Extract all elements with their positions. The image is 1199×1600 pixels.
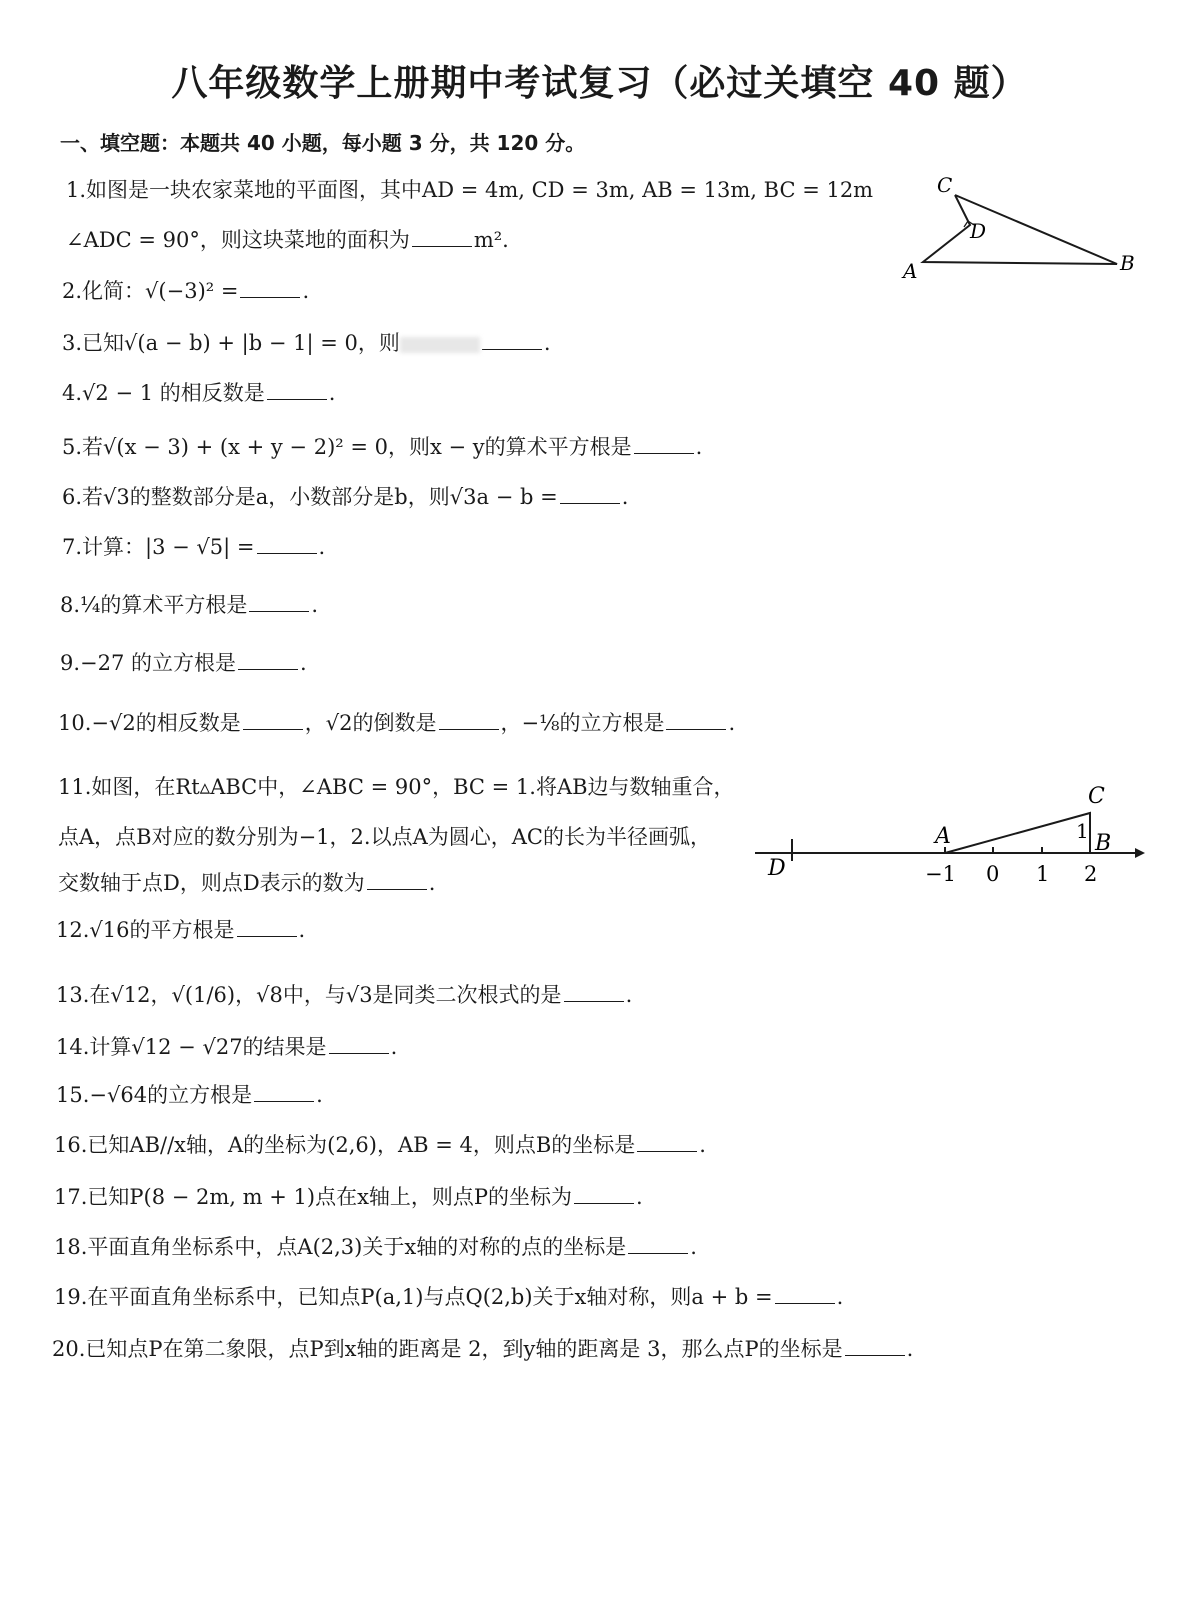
label-D: D [970, 219, 987, 243]
question-11-line3: 交数轴于点D，则点D表示的数为 . [58, 871, 436, 895]
label-A: A [935, 824, 951, 849]
question-4: 4.√2 − 1 的相反数是 . [62, 381, 336, 405]
question-19: 19.在平面直角坐标系中，已知点P(a,1)与点Q(2,b)关于x轴对称，则a + b = . [54, 1285, 844, 1309]
answer-blank[interactable] [367, 869, 427, 890]
answer-blank[interactable] [775, 1283, 835, 1304]
answer-blank[interactable] [240, 277, 300, 298]
question-12: 12.√16的平方根是 . [56, 918, 306, 942]
question-7: 7.计算：|3 − √5| = . [62, 535, 326, 559]
answer-blank[interactable] [267, 379, 327, 400]
question-18: 18.平面直角坐标系中，点A(2,3)关于x轴的对称的点的坐标是 . [54, 1235, 697, 1259]
question-1: 1.如图是一块农家菜地的平面图，其中AD = 4m, CD = 3m, AB = 13m, BC = 12m [66, 178, 874, 202]
answer-blank[interactable] [329, 1033, 389, 1054]
label-A: A [903, 259, 918, 283]
question-10: 10.−√2的相反数是 ，√2的倒数是 ，−⅛的立方根是 . [58, 711, 736, 735]
answer-blank[interactable] [634, 433, 694, 454]
label-C: C [1088, 784, 1105, 809]
label-B: B [1120, 251, 1135, 275]
tick-label: 2 [1084, 862, 1098, 886]
answer-blank[interactable] [238, 649, 298, 670]
answer-blank[interactable] [564, 981, 624, 1002]
question-2: 2.化简：√(−3)² = . [62, 279, 310, 303]
question-13: 13.在√12，√(1/6)，√8中，与√3是同类二次根式的是 . [56, 983, 633, 1007]
label-B: B [1095, 831, 1112, 856]
answer-blank[interactable] [257, 533, 317, 554]
answer-blank[interactable] [243, 709, 303, 730]
question-11-line2: 点A，点B对应的数分别为−1，2.以点A为圆心，AC的长为半径画弧， [58, 825, 711, 849]
question-6: 6.若√3的整数部分是a，小数部分是b，则√3a − b = . [62, 485, 629, 509]
question-14: 14.计算√12 − √27的结果是 . [56, 1035, 398, 1059]
answer-blank[interactable] [439, 709, 499, 730]
tick-label: 0 [986, 862, 1000, 886]
question-9: 9.−27 的立方根是 . [60, 651, 307, 675]
label-bc-length: 1 [1076, 819, 1089, 843]
page-title: 八年级数学上册期中考试复习（必过关填空 40 题） [171, 63, 1028, 104]
answer-blank[interactable] [254, 1081, 314, 1102]
tick-label: 1 [1036, 862, 1050, 886]
question-5: 5.若√(x − 3) + (x + y − 2)² = 0，则x − y的算术平方根是 . [62, 435, 703, 459]
answer-blank[interactable] [237, 916, 297, 937]
label-C: C [937, 173, 953, 197]
question-8: 8.¼的算术平方根是 . [60, 593, 319, 617]
question-15: 15.−√64的立方根是 . [56, 1083, 323, 1107]
question-11: 11.如图，在Rt▵ABC中，∠ABC = 90°，BC = 1.将AB边与数轴重合， [58, 775, 735, 799]
answer-blank[interactable] [637, 1131, 697, 1152]
tick-label: −1 [925, 862, 956, 886]
section-heading: 一、填空题：本题共 40 小题，每小题 3 分，共 120 分。 [60, 131, 586, 155]
answer-blank[interactable] [574, 1183, 634, 1204]
question-20: 20.已知点P在第二象限，点P到x轴的距离是 2，到y轴的距离是 3，那么点P的坐标是 . [52, 1337, 914, 1361]
answer-blank[interactable] [412, 226, 472, 247]
answer-blank[interactable] [628, 1233, 688, 1254]
question-3: 3.已知√(a − b) + |b − 1| = 0，则 . [62, 331, 551, 355]
answer-blank[interactable] [560, 483, 620, 504]
answer-blank[interactable] [482, 329, 542, 350]
question-1-line2: ∠ADC = 90°，则这块菜地的面积为 m². [66, 228, 509, 252]
blurred-region [400, 337, 480, 353]
answer-blank[interactable] [845, 1335, 905, 1356]
number-line-figure [750, 775, 1150, 900]
question-16: 16.已知AB//x轴，A的坐标为(2,6)，AB = 4，则点B的坐标是 . [54, 1133, 706, 1157]
quadrilateral-figure [895, 170, 1145, 285]
question-17: 17.已知P(8 − 2m, m + 1)点在x轴上，则点P的坐标为 . [54, 1185, 643, 1209]
answer-blank[interactable] [249, 591, 309, 612]
answer-blank[interactable] [666, 709, 726, 730]
label-D: D [768, 856, 786, 881]
